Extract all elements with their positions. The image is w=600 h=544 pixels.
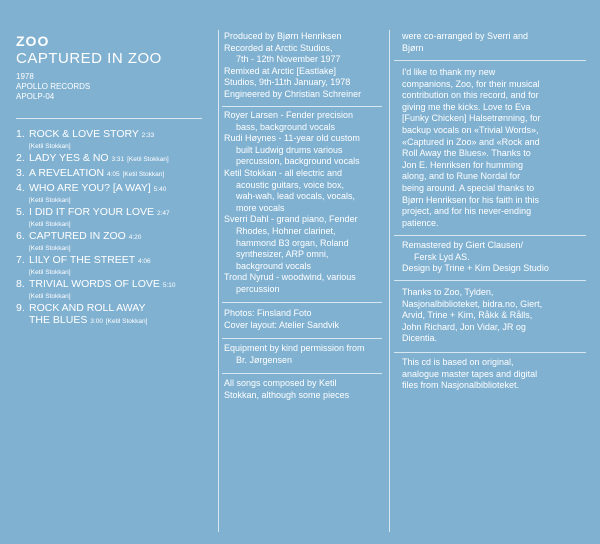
track-info (29, 128, 212, 151)
track-credit: [Ketil Stokkan] (127, 156, 169, 163)
track-title: I DID IT FOR YOUR LOVE (29, 206, 155, 218)
track-credit: [Ketil Stokkan] (29, 269, 71, 276)
track-duration: 5:40 (153, 186, 167, 193)
thanks-main-line: Jon E. Henriksen for humming (402, 159, 524, 170)
track-info (29, 206, 212, 229)
track-credit: [Ketil Stokkan] (29, 143, 71, 150)
section-divider (394, 352, 586, 353)
thanks-list (402, 287, 542, 345)
production-line: Remixed at Arctic [Eastlake] (224, 65, 337, 76)
musicians-line: more vocals (236, 202, 285, 213)
musicians-line: Rudi Høynes - 11-year old custom (224, 133, 360, 144)
thanks-main-line: contribution on this record, and for (402, 90, 539, 101)
musicians-line: percussion (236, 283, 280, 294)
thanks-main-line: Bjørn Henriksen for his faith in this (402, 194, 540, 205)
thanks-main-line: being around. A special thanks to (402, 182, 535, 193)
thanks-main-line: giving me the kicks. Love to Eva (402, 101, 531, 112)
column-divider (218, 30, 219, 532)
track-row (16, 206, 212, 229)
thanks-two-line: Arvid, Trine + Kim, Råkk & Rålls, (402, 310, 533, 321)
musicians-line: acoustic guitars, voice box, (236, 179, 345, 190)
track-number: 5. (16, 206, 25, 218)
source-line: files from Nasjonalbiblioteket. (402, 380, 520, 391)
track-credit: [Ketil Stokkan] (29, 293, 71, 300)
section-divider (222, 373, 382, 374)
production-line: Recorded at Arctic Studios, (224, 42, 333, 53)
track-title: TRIVIAL WORDS OF LOVE (29, 278, 160, 290)
track-number: 3. (16, 167, 25, 179)
musicians-line: Royer Larsen - Fender precision (224, 110, 354, 120)
column-divider (389, 30, 390, 532)
equipment-credits (224, 343, 365, 366)
musicians-line: synthesizer, ARP omni, (236, 249, 329, 260)
track-duration: 2:47 (156, 210, 170, 217)
musicians-line: Trond Nyrud - woodwind, various (224, 272, 356, 283)
track-number: 8. (16, 278, 25, 290)
section-divider (394, 60, 586, 61)
track-duration: 2:33 (141, 132, 155, 139)
track-duration: 3:31 (111, 156, 125, 163)
remaster-credits (402, 240, 549, 275)
track-row (16, 152, 212, 166)
musicians-line: wah-wah, lead vocals, vocals, (236, 191, 356, 202)
musicians-line: hammond B3 organ, Roland (236, 237, 349, 248)
photos-line: Cover layout: Atelier Sandvik (224, 319, 340, 330)
track-row (16, 278, 212, 301)
section-divider (394, 235, 586, 236)
musicians-line: Sverri Dahl - grand piano, Fender (224, 214, 358, 225)
track-info (29, 230, 212, 253)
album-title: CAPTURED IN ZOO (16, 50, 162, 67)
thanks-main-line: «Captured in Zoo» and «Rock and (402, 136, 540, 147)
remaster-line: Design by Trine + Kim Design Studio (402, 263, 549, 274)
track-credit: [Ketil Stokkan] (122, 171, 165, 178)
track-number: 2. (16, 152, 25, 164)
musicians-line: built Ludwig drums various (236, 144, 343, 155)
source-line: This cd is based on original, (402, 357, 514, 367)
track-info (29, 302, 212, 328)
tracklist (16, 128, 212, 329)
thanks-main-line: project, and for his never-ending (402, 206, 532, 217)
source-note (402, 357, 537, 392)
track-duration: 4:06 (137, 258, 151, 265)
track-credit: [Ketil Stokkan] (29, 221, 71, 228)
track-title: LILY OF THE STREET (29, 254, 136, 266)
equipment-line: Equipment by kind permission from (224, 343, 365, 353)
track-row (16, 167, 212, 181)
equipment-line: Br. Jørgensen (236, 354, 293, 365)
thanks-main-line: I'd like to thank my new (402, 67, 496, 77)
source-line: analogue master tapes and digital (402, 368, 538, 379)
track-number: 6. (16, 230, 25, 242)
thanks-two-line: Thanks to Zoo, Tylden, (402, 287, 494, 297)
production-line: 7th - 12th November 1977 (236, 54, 341, 65)
musicians-line: bass, background vocals (236, 121, 336, 132)
section-divider (222, 302, 382, 303)
coarranged-line: Bjørn (402, 42, 424, 53)
track-title: ROCK AND ROLL AWAY (29, 302, 146, 314)
track-title: WHO ARE YOU? [A WAY] (29, 182, 151, 194)
musicians-line: Ketil Stokkan - all electric and (224, 167, 343, 178)
track-title: A REVELATION (29, 167, 105, 179)
track-number: 7. (16, 254, 25, 266)
track-duration: 4:05 (107, 171, 120, 178)
photos-line: Photos: Finsland Foto (224, 308, 312, 318)
track-info (29, 152, 212, 166)
track-number: 9. (16, 302, 25, 314)
track-credit: [Ketil Stokkan] (29, 197, 71, 204)
thanks-main-line: patience. (402, 217, 439, 228)
release-year: 1978 (16, 72, 34, 81)
production-line: Studios, 9th-11th January, 1978 (224, 77, 351, 88)
thanks-main-line: along, and to Rune Nordal for (402, 171, 521, 182)
thanks-main-line: companions, Zoo, for their musical (402, 78, 540, 89)
photo-credits (224, 308, 339, 331)
section-divider (394, 280, 586, 281)
track-row (16, 254, 212, 277)
track-row (16, 182, 212, 205)
production-line: Engineered by Christian Schreiner (224, 88, 362, 99)
musicians-line: Rhodes, Hohner clarinet, (236, 225, 336, 236)
track-title: LADY YES & NO (29, 152, 109, 164)
track-title: ROCK & LOVE STORY (29, 128, 139, 140)
track-credit: [Ketil Stokkan] (29, 245, 71, 252)
track-row (16, 302, 212, 328)
section-divider (222, 338, 382, 339)
track-number: 4. (16, 182, 25, 194)
thanks-text (402, 67, 541, 229)
section-divider (222, 106, 382, 107)
track-row (16, 128, 212, 151)
composed-line: All songs composed by Ketil (224, 378, 337, 388)
coarranged-line: were co-arranged by Sverri and (402, 31, 529, 41)
track-info (29, 167, 212, 181)
composer-credits (224, 378, 349, 401)
track-title: THE BLUES (29, 314, 88, 326)
track-duration: 5:10 (162, 282, 176, 289)
track-title: CAPTURED IN ZOO (29, 230, 126, 242)
thanks-main-line: backup vocals on «Trivial Words», (402, 124, 539, 135)
track-info (29, 182, 212, 205)
thanks-main-line: Roll Away the Blues». Thanks to (402, 148, 531, 159)
coarranger-credits (402, 31, 528, 54)
track-info (29, 278, 212, 301)
track-row (16, 230, 212, 253)
musicians-line: background vocals (236, 260, 312, 271)
track-number: 1. (16, 128, 25, 140)
thanks-two-line: Dicentia. (402, 333, 438, 344)
catalog-number: APOLP-04 (16, 92, 55, 101)
thanks-main-line: [Funky Chicken] Halsetrønning, for (402, 113, 541, 124)
musicians-line: percussion, background vocals (236, 156, 360, 167)
remaster-line: Fersk Lyd AS. (414, 251, 470, 262)
thanks-two-line: Nasjonalbiblioteket, bidra.no, Giert, (402, 298, 543, 309)
thanks-two-line: John Richard, Jon Vidar, JR og (402, 321, 526, 332)
track-info (29, 254, 212, 277)
production-credits (224, 31, 361, 101)
remaster-line: Remastered by Giert Clausen/ (402, 240, 524, 250)
composed-line: Stokkan, although some pieces (224, 389, 350, 400)
header-divider (16, 118, 202, 119)
band-name: ZOO (16, 33, 50, 49)
production-line: Produced by Bjørn Henriksen (224, 31, 342, 41)
track-duration: 4:20 (128, 234, 142, 241)
track-credit: [Ketil Stokkan] (105, 318, 148, 325)
track-duration: 3:00 (90, 318, 103, 325)
musician-credits (224, 110, 360, 296)
record-label: APOLLO RECORDS (16, 82, 91, 91)
